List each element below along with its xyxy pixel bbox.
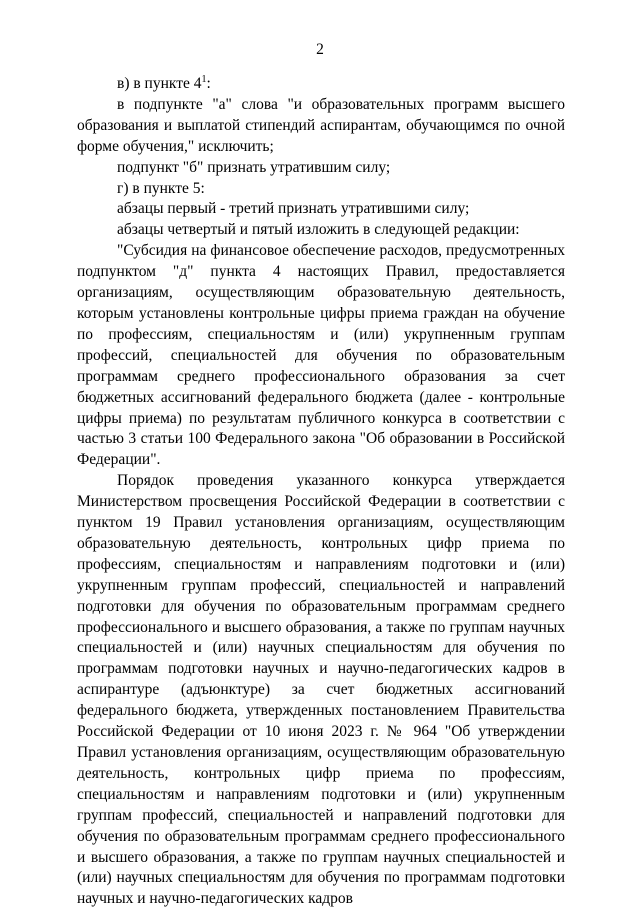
paragraph: абзацы четвертый и пятый изложить в следующей редакции:	[117, 221, 520, 239]
paragraph-text-end: :	[206, 75, 211, 92]
paragraph: подпункт "б" признать утратившим силу;	[117, 158, 391, 176]
paragraph-subsidy: "Субсидия на финансовое обеспечение расходов, предусмотренных подпунктом "д" пункта 4 настоящих Правил, предоставляется организациям, осуществляющим образовательную деятельность, которым установлены контрольные цифры приема граждан на обучение по профессиям, специальностям и (или) укрупненным группам профессий, специальностей для обучения по образовательным программам среднего профессионального образования за счет бюджетных ассигнований федерального бюджета (далее - контрольные цифры приема) по результатам публичного конкурса в соответствии с частью 3 статьи 100 Федерального закона "Об образовании в Российской Федерации".	[77, 242, 565, 469]
superscript-mark: 1	[201, 73, 207, 85]
document-body	[77, 74, 565, 910]
page-number: 2	[316, 41, 324, 58]
paragraph: в подпункте "а" слова "и образовательных программ высшего образования и выплатой стипендий аспирантам, обучающимся по очной форме обучения," исключить;	[77, 95, 565, 155]
paragraph-procedure: Порядок проведения указанного конкурса утверждается Министерством просвещения Российской Федерации в соответствии с пунктом 19 Правил установления организациям, осуществляющим образовательную деятельность, контрольных цифр приема по профессиям, специальностям и направлениям подготовки и (или) укрупненным группам профессий, специальностей и направлений подготовки для обучения по образовательным программам среднего профессионального и высшего образования, а также по группам научных специальностей и (или) научных специальностям для обучения по программам подготовки научных и научно-педагогических кадров в аспирантуре (адъюнктуре) за счет бюджетных ассигнований федерального бюджета, утвержденных постановлением Правительства Российской Федерации от 10 июня 2023 г. № 964 "Об утверждении Правил установления организациям, осуществляющим образовательную деятельность, контрольных цифр приема по профессиям, специальностям и направлениям подготовки и (или) укрупненным группам профессий, специальностей и направлений подготовки для обучения по образовательным программам среднего профессионального и высшего образования, а также по группам научных специальностей и (или) научных специальностям для обучения по программам подготовки научных и научно-педагогических кадров	[77, 472, 565, 908]
paragraph-item-v	[77, 74, 565, 95]
paragraph: абзацы первый - третий признать утратившими силу;	[117, 200, 470, 218]
paragraph-item-g: г) в пункте 5:	[117, 179, 205, 197]
paragraph-text: в) в пункте 4	[117, 75, 202, 92]
